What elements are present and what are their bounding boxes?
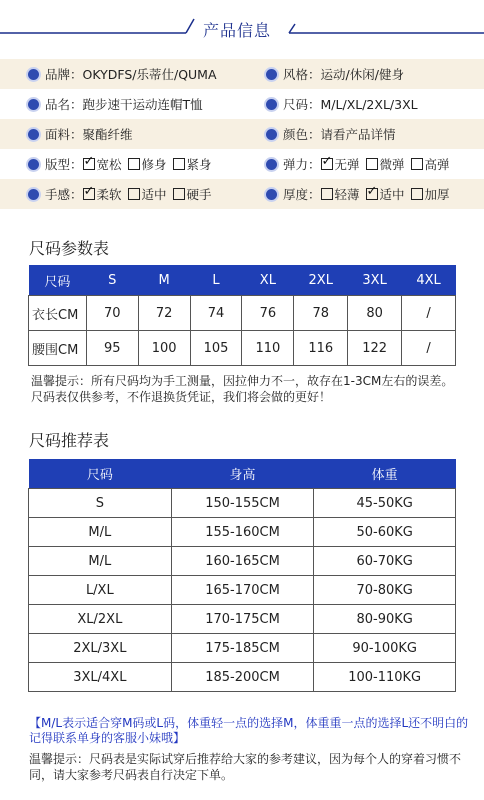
option-label: 修身 <box>141 157 167 172</box>
property-label: 面料： <box>45 127 83 142</box>
table-row <box>29 547 456 576</box>
column-header: 体重 <box>314 459 456 489</box>
table-row <box>29 296 456 331</box>
property-label: 厚度： <box>283 187 321 202</box>
property-label: 颜色： <box>283 127 321 142</box>
bullet-icon <box>28 129 39 140</box>
table-cell: 76 <box>242 296 294 331</box>
option-label: 紧身 <box>186 157 212 172</box>
size-params-table <box>28 265 456 366</box>
table-cell: 腰围CM <box>29 331 87 366</box>
option-label: 硬手 <box>186 187 212 202</box>
empty-box-icon <box>321 188 333 200</box>
table-cell: 110 <box>242 331 294 366</box>
table-cell: 100-110KG <box>314 663 456 692</box>
property-row <box>0 119 484 149</box>
table-cell: 70 <box>86 296 138 331</box>
size-recommend-table <box>28 459 456 692</box>
table-cell: 72 <box>138 296 190 331</box>
property-label: 品名： <box>45 97 83 112</box>
empty-box-icon <box>173 188 185 200</box>
table-header-row <box>29 459 456 489</box>
page-title: 产品信息 <box>203 21 272 40</box>
property-cell <box>266 149 456 179</box>
property-label: 风格： <box>283 67 321 82</box>
property-option <box>173 185 212 203</box>
table-cell: 95 <box>86 331 138 366</box>
checked-box-icon <box>366 188 378 200</box>
property-option <box>173 155 212 173</box>
property-option <box>321 155 360 173</box>
table-cell: M/L <box>29 547 172 576</box>
table-cell: 衣长CM <box>29 296 87 331</box>
bullet-icon <box>28 159 39 170</box>
table-cell: 100 <box>138 331 190 366</box>
option-label: 宽松 <box>96 157 122 172</box>
table-cell: 45-50KG <box>314 489 456 518</box>
column-header: S <box>86 265 138 296</box>
table-row <box>29 663 456 692</box>
table-cell: 78 <box>294 296 348 331</box>
column-header: 尺码 <box>29 459 172 489</box>
table-cell: 155-160CM <box>171 518 314 547</box>
column-header: L <box>190 265 242 296</box>
property-cell <box>28 179 218 209</box>
empty-box-icon <box>366 158 378 170</box>
table-row <box>29 634 456 663</box>
bullet-icon <box>28 69 39 80</box>
property-value: M/L/XL/2XL/3XL <box>320 96 418 112</box>
property-label: 品牌： <box>45 67 83 82</box>
size-params-title: 尺码参数表 <box>29 239 110 258</box>
property-cell <box>266 119 396 149</box>
table-cell: 2XL/3XL <box>29 634 172 663</box>
option-label: 适中 <box>141 187 167 202</box>
table-cell: 116 <box>294 331 348 366</box>
empty-box-icon <box>128 188 140 200</box>
bullet-icon <box>266 159 277 170</box>
option-label: 适中 <box>379 187 405 202</box>
property-row <box>0 179 484 209</box>
column-header: XL <box>242 265 294 296</box>
table-cell: 80 <box>348 296 402 331</box>
table-cell: 150-155CM <box>171 489 314 518</box>
property-value: 运动/休闲/健身 <box>320 67 404 82</box>
property-label: 版型： <box>45 157 83 172</box>
property-option <box>128 185 167 203</box>
table-row <box>29 605 456 634</box>
option-label: 高弹 <box>424 157 450 172</box>
empty-box-icon <box>411 188 423 200</box>
size-params-note: 温馨提示：所有尺码均为手工测量，因拉伸力不一，故存在1-3CM左右的误差。尺码表仅供参考，不作退换货凭证，我们将会做的更好！ <box>31 374 454 404</box>
property-cell <box>28 149 218 179</box>
property-option <box>321 185 360 203</box>
table-cell: L/XL <box>29 576 172 605</box>
column-header: 尺码 <box>29 265 87 296</box>
property-label: 尺码： <box>283 97 321 112</box>
empty-box-icon <box>411 158 423 170</box>
table-cell: 74 <box>190 296 242 331</box>
table-cell: S <box>29 489 172 518</box>
property-label: 弹力： <box>283 157 321 172</box>
property-cell <box>28 119 133 149</box>
property-cell <box>28 59 217 89</box>
property-option <box>411 155 450 173</box>
option-label: 柔软 <box>96 187 122 202</box>
property-value: 跑步速干运动连帽T恤 <box>82 97 203 112</box>
property-option <box>128 155 167 173</box>
size-recommend-blue-note: 【M/L表示适合穿M码或L码，体重轻一点的选择M，体重重一点的选择L还不明白的记得联系单身的客服小妹哦】 <box>29 716 469 745</box>
size-recommend-title: 尺码推荐表 <box>29 431 110 450</box>
table-cell: 165-170CM <box>171 576 314 605</box>
option-label: 微弹 <box>379 157 405 172</box>
table-cell: 60-70KG <box>314 547 456 576</box>
table-cell: 170-175CM <box>171 605 314 634</box>
bullet-icon <box>266 129 277 140</box>
bullet-icon <box>28 189 39 200</box>
table-row <box>29 518 456 547</box>
bullet-icon <box>266 189 277 200</box>
table-cell: 80-90KG <box>314 605 456 634</box>
option-label: 无弹 <box>334 157 360 172</box>
size-recommend-note: 温馨提示：尺码表是实际试穿后推荐给大家的参考建议，因为每个人的穿着习惯不同，请大家参考尺码表自行决定下单。 <box>29 752 462 782</box>
table-row <box>29 576 456 605</box>
table-cell: / <box>402 296 456 331</box>
table-cell: 160-165CM <box>171 547 314 576</box>
property-option <box>411 185 450 203</box>
table-cell: M/L <box>29 518 172 547</box>
section-header <box>0 0 484 56</box>
empty-box-icon <box>173 158 185 170</box>
property-cell <box>266 179 456 209</box>
empty-box-icon <box>128 158 140 170</box>
option-label: 轻薄 <box>334 187 360 202</box>
table-cell: / <box>402 331 456 366</box>
property-row <box>0 89 484 119</box>
property-cell <box>266 89 418 119</box>
bullet-icon <box>28 99 39 110</box>
table-cell: 3XL/4XL <box>29 663 172 692</box>
option-label: 加厚 <box>424 187 450 202</box>
table-cell: XL/2XL <box>29 605 172 634</box>
property-cell <box>266 59 404 89</box>
property-option <box>366 155 405 173</box>
property-row <box>0 149 484 179</box>
property-row <box>0 59 484 89</box>
table-header-row <box>29 265 456 296</box>
property-label: 手感： <box>45 187 83 202</box>
property-cell <box>28 89 203 119</box>
table-cell: 50-60KG <box>314 518 456 547</box>
checked-box-icon <box>83 188 95 200</box>
bullet-icon <box>266 99 277 110</box>
column-header: 身高 <box>171 459 314 489</box>
checked-box-icon <box>321 158 333 170</box>
table-cell: 70-80KG <box>314 576 456 605</box>
property-value: OKYDFS/乐蒂仕/QUMA <box>82 67 217 82</box>
table-row <box>29 489 456 518</box>
product-properties <box>0 59 484 209</box>
table-cell: 185-200CM <box>171 663 314 692</box>
table-cell: 90-100KG <box>314 634 456 663</box>
property-value: 聚酯纤维 <box>82 127 133 142</box>
column-header: M <box>138 265 190 296</box>
property-option <box>83 155 122 173</box>
column-header: 4XL <box>402 265 456 296</box>
table-cell: 122 <box>348 331 402 366</box>
column-header: 2XL <box>294 265 348 296</box>
checked-box-icon <box>83 158 95 170</box>
bullet-icon <box>266 69 277 80</box>
property-value: 请看产品详情 <box>320 127 396 142</box>
column-header: 3XL <box>348 265 402 296</box>
table-row <box>29 331 456 366</box>
property-option <box>83 185 122 203</box>
property-option <box>366 185 405 203</box>
table-cell: 105 <box>190 331 242 366</box>
table-cell: 175-185CM <box>171 634 314 663</box>
